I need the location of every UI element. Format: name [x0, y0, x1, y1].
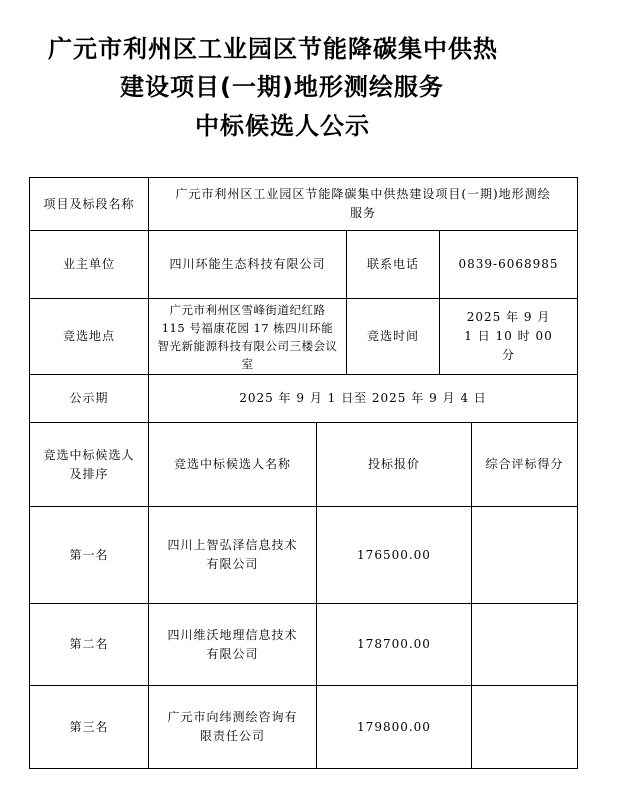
time-label: 竞选时间	[346, 298, 440, 375]
header-score: 综合评标得分	[471, 422, 578, 507]
location-value: 广元市利州区雪峰街道纪红路 115 号福康花园 17 栋四川环能智光新能源科技有限公司三楼会议室	[148, 298, 347, 375]
candidate-name: 广元市向纬测绘咨询有限责任公司	[148, 685, 317, 769]
title-line-1: 广元市利州区工业园区节能降碳集中供热	[48, 35, 498, 63]
candidate-rank: 第一名	[29, 506, 149, 604]
candidate-price: 179800.00	[316, 685, 472, 769]
phone-value: 0839-6068985	[439, 230, 578, 299]
header-name: 竞选中标候选人名称	[148, 422, 317, 507]
title-line-2: 建设项目(一期)地形测绘服务	[120, 73, 444, 101]
candidate-price: 178700.00	[316, 603, 472, 686]
candidate-name: 四川上智弘泽信息技术有限公司	[148, 506, 317, 604]
candidate-score	[471, 685, 578, 769]
candidate-rank: 第三名	[29, 685, 149, 769]
header-rank: 竞选中标候选人及排序	[29, 422, 149, 507]
candidate-score	[471, 603, 578, 686]
project-value: 广元市利州区工业园区节能降碳集中供热建设项目(一期)地形测绘服务	[148, 177, 578, 231]
candidate-score	[471, 506, 578, 604]
title-line-3: 中标候选人公示	[195, 112, 370, 140]
location-label: 竞选地点	[29, 298, 149, 375]
candidate-rank: 第二名	[29, 603, 149, 686]
candidate-name: 四川维沃地理信息技术有限公司	[148, 603, 317, 686]
candidate-price: 176500.00	[316, 506, 472, 604]
header-price: 投标报价	[316, 422, 472, 507]
owner-label: 业主单位	[29, 230, 149, 299]
time-value: 2025 年 9 月 1 日 10 时 00 分	[439, 298, 578, 375]
period-label: 公示期	[29, 374, 149, 423]
period-value: 2025 年 9 月 1 日至 2025 年 9 月 4 日	[148, 374, 578, 423]
project-label: 项目及标段名称	[29, 177, 149, 231]
owner-value: 四川环能生态科技有限公司	[148, 230, 347, 299]
phone-label: 联系电话	[346, 230, 440, 299]
